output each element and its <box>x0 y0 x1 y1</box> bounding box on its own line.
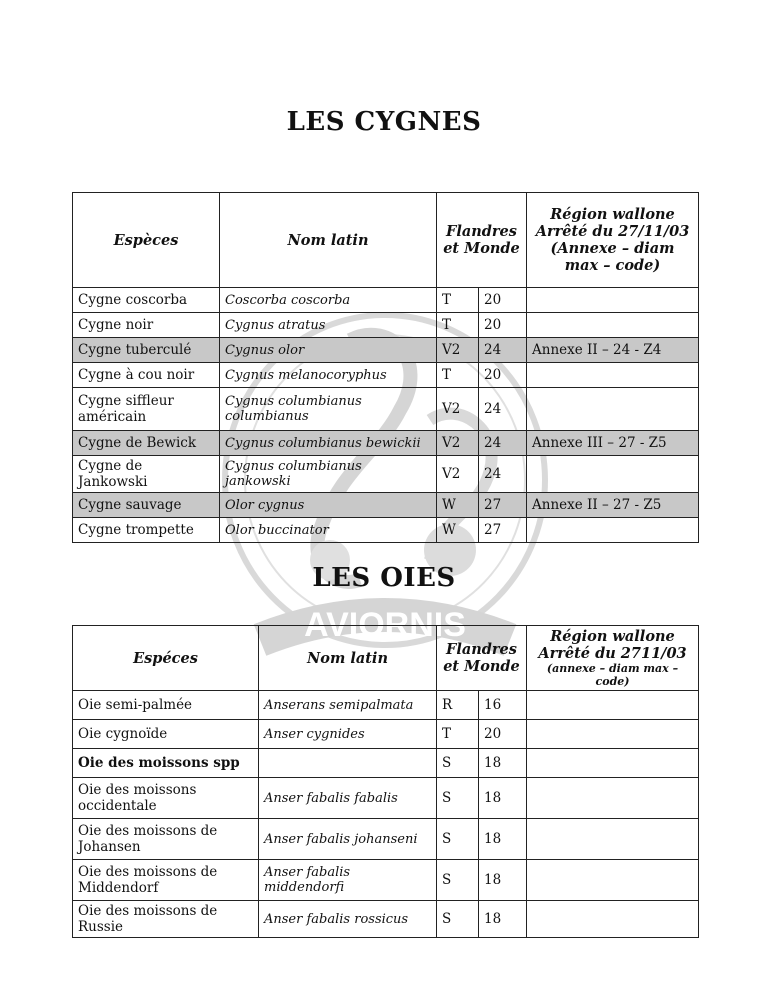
table-row <box>73 901 699 938</box>
species-cell: Cygne trompette <box>73 518 220 543</box>
latin-cell: Cygnus columbianus bewickii <box>220 431 437 456</box>
wallonie-cell <box>527 288 699 313</box>
col-species: Espéces <box>73 626 259 691</box>
wallonie-cell <box>527 388 699 431</box>
status-cell: S <box>437 901 479 938</box>
species-cell: Oie des moissons spp <box>73 749 259 778</box>
species-cell: Cygne siffleur américain <box>73 388 220 431</box>
wallonie-subtitle: (annexe – diam max – code) <box>546 662 679 688</box>
latin-cell: Olor buccinator <box>220 518 437 543</box>
table-row <box>73 749 699 778</box>
diameter-cell: 18 <box>479 819 527 860</box>
wallonie-cell <box>527 860 699 901</box>
table-row <box>73 313 699 338</box>
swans-table <box>72 192 699 543</box>
species-cell: Cygne de Bewick <box>73 431 220 456</box>
latin-cell: Cygnus columbianus jankowski <box>220 456 437 493</box>
col-wallonie <box>527 626 699 691</box>
diameter-cell: 27 <box>479 518 527 543</box>
wallonie-cell <box>527 518 699 543</box>
latin-cell: Olor cygnus <box>220 493 437 518</box>
diameter-cell: 20 <box>479 288 527 313</box>
wallonie-cell: Annexe III – 27 - Z5 <box>527 431 699 456</box>
col-flandres: Flandres et Monde <box>437 193 527 288</box>
species-cell: Oie cygnoïde <box>73 720 259 749</box>
status-cell: T <box>437 288 479 313</box>
col-species: Espèces <box>73 193 220 288</box>
diameter-cell: 24 <box>479 431 527 456</box>
status-cell: W <box>437 493 479 518</box>
table-row <box>73 388 699 431</box>
status-cell: S <box>437 778 479 819</box>
diameter-cell: 20 <box>479 720 527 749</box>
table-row <box>73 493 699 518</box>
species-cell: Oie des moissons de Russie <box>73 901 259 938</box>
latin-cell: Anser fabalis middendorfi <box>259 860 437 901</box>
table-row <box>73 456 699 493</box>
table-row <box>73 860 699 901</box>
wallonie-cell <box>527 901 699 938</box>
diameter-cell: 24 <box>479 338 527 363</box>
latin-cell: Anser cygnides <box>259 720 437 749</box>
diameter-cell: 24 <box>479 456 527 493</box>
table-row <box>73 431 699 456</box>
col-flandres: Flandres et Monde <box>437 626 527 691</box>
diameter-cell: 18 <box>479 778 527 819</box>
latin-cell: Anser fabalis johanseni <box>259 819 437 860</box>
species-cell: Oie des moissons occidentale <box>73 778 259 819</box>
status-cell: V2 <box>437 456 479 493</box>
col-wallonie: Région wallone Arrêté du 27/11/03 (Annexe – diam max – code) <box>527 193 699 288</box>
species-cell: Cygne sauvage <box>73 493 220 518</box>
status-cell: T <box>437 720 479 749</box>
diameter-cell: 18 <box>479 749 527 778</box>
species-cell: Oie des moissons de Middendorf <box>73 860 259 901</box>
status-cell: R <box>437 691 479 720</box>
latin-cell: Coscorba coscorba <box>220 288 437 313</box>
status-cell: S <box>437 819 479 860</box>
latin-cell: Anser fabalis fabalis <box>259 778 437 819</box>
status-cell: S <box>437 860 479 901</box>
col-latin: Nom latin <box>220 193 437 288</box>
status-cell: T <box>437 363 479 388</box>
wallonie-cell: Annexe II – 27 - Z5 <box>527 493 699 518</box>
status-cell: V2 <box>437 431 479 456</box>
geese-table <box>72 625 699 938</box>
wallonie-cell <box>527 363 699 388</box>
diameter-cell: 20 <box>479 313 527 338</box>
table-row <box>73 338 699 363</box>
latin-cell: Anserans semipalmata <box>259 691 437 720</box>
diameter-cell: 24 <box>479 388 527 431</box>
latin-cell: Cygnus atratus <box>220 313 437 338</box>
status-cell: V2 <box>437 388 479 431</box>
species-cell: Cygne noir <box>73 313 220 338</box>
species-cell: Cygne de Jankowski <box>73 456 220 493</box>
table-row <box>73 363 699 388</box>
diameter-cell: 20 <box>479 363 527 388</box>
status-cell: V2 <box>437 338 479 363</box>
wallonie-cell <box>527 720 699 749</box>
wallonie-title: Région wallone Arrêté du 2711/03 <box>538 628 687 662</box>
latin-cell: Cygnus olor <box>220 338 437 363</box>
species-cell: Cygne à cou noir <box>73 363 220 388</box>
wallonie-cell <box>527 456 699 493</box>
wallonie-cell <box>527 313 699 338</box>
diameter-cell: 27 <box>479 493 527 518</box>
watermark-text: AVIORNIS <box>304 606 466 644</box>
status-cell: T <box>437 313 479 338</box>
table-row <box>73 518 699 543</box>
wallonie-cell <box>527 749 699 778</box>
geese-title: LES OIES <box>312 563 456 593</box>
wallonie-cell <box>527 778 699 819</box>
status-cell: W <box>437 518 479 543</box>
latin-cell: Cygnus columbianus columbianus <box>220 388 437 431</box>
swans-title: LES CYGNES <box>286 107 482 137</box>
table-row <box>73 720 699 749</box>
latin-cell: Anser fabalis rossicus <box>259 901 437 938</box>
species-cell: Cygne tuberculé <box>73 338 220 363</box>
diameter-cell: 18 <box>479 901 527 938</box>
table-row <box>73 691 699 720</box>
diameter-cell: 18 <box>479 860 527 901</box>
species-cell: Oie semi-palmée <box>73 691 259 720</box>
wallonie-cell <box>527 691 699 720</box>
table-row <box>73 778 699 819</box>
latin-cell: Cygnus melanocoryphus <box>220 363 437 388</box>
species-cell: Cygne coscorba <box>73 288 220 313</box>
table-row <box>73 819 699 860</box>
diameter-cell: 16 <box>479 691 527 720</box>
table-row <box>73 288 699 313</box>
wallonie-cell: Annexe II – 24 - Z4 <box>527 338 699 363</box>
status-cell: S <box>437 749 479 778</box>
wallonie-cell <box>527 819 699 860</box>
latin-cell <box>259 749 437 778</box>
col-latin: Nom latin <box>259 626 437 691</box>
species-cell: Oie des moissons de Johansen <box>73 819 259 860</box>
